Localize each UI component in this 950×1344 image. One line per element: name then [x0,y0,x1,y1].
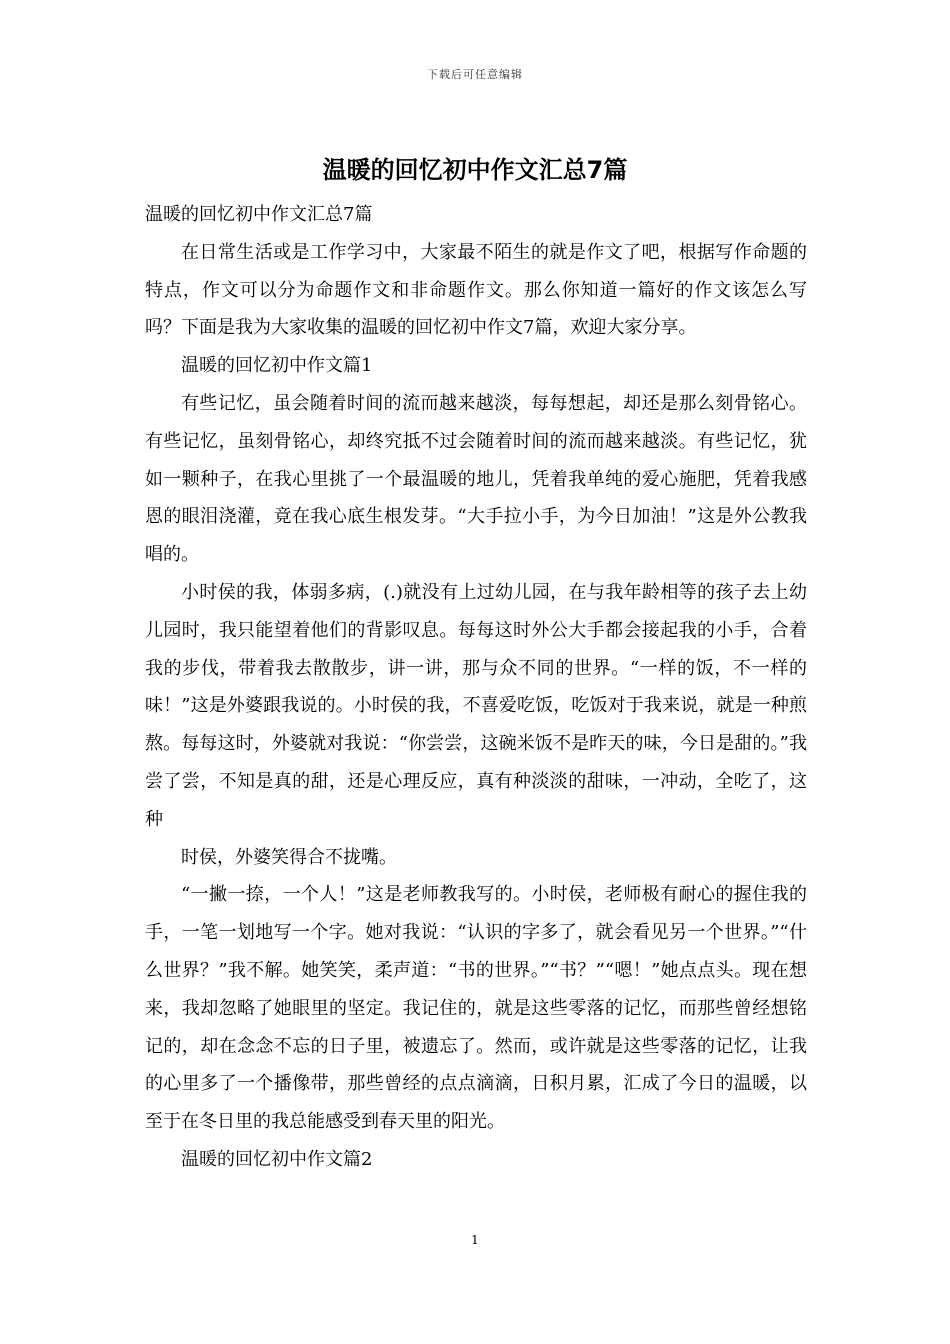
essay1-paragraph-4: “一撇一捺，一个人！”这是老师教我写的。小时侯，老师极有耐心的握住我的手，一笔一划地写一个字。她对我说：“认识的字多了，就会看见另一个世界。”“什么世界？”我不解。她笑笑，柔声道：“书的世界。”“书？”“嗯！”她点点头。现在想来，我却忽略了她眼里的坚定。我记住的，就是这些零落的记忆，而那些曾经想铭记的，却在念念不忘的日子里，被遗忘了。然而，或许就是这些零落的记忆，让我的心里多了一个播像带，那些曾经的点点滴滴，日积月累，汇成了今日的温暖，以至于在冬日里的我总能感受到春天里的阳光。 [145,884,807,1133]
essay1-paragraph-3: 时侯，外婆笑得合不拢嘴。 [181,846,397,868]
page-number: 1 [471,1233,479,1247]
section-heading-2: 温暖的回忆初中作文篇2 [181,1148,373,1170]
header-note: 下载后可任意编辑 [427,68,523,81]
intro-paragraph: 在日常生活或是工作学习中，大家最不陌生的就是作文了吧，根据写作命题的特点，作文可以分为命题作文和非命题作文。那么你知道一篇好的作文该怎么写吗？下面是我为大家收集的温暖的回忆初中作文7篇，欢迎大家分享。 [145,241,807,339]
document-body [145,196,807,1179]
subtitle-line: 温暖的回忆初中作文汇总7篇 [145,204,373,225]
document-title: 温暖的回忆初中作文汇总7篇 [322,156,628,184]
essay1-paragraph-2: 小时侯的我，体弱多病，(.)就没有上过幼儿园，在与我年龄相等的孩子去上幼儿园时，我只能望着他们的背影叹息。每每这时外公大手都会接起我的小手，合着我的步伐，带着我去散散步，讲一讲，那与众不同的世界。“一样的饭，不一样的味！”这是外婆跟我说的。小时侯的我，不喜爱吃饭，吃饭对于我来说，就是一种煎熬。每每这时，外婆就对我说：“你尝尝，这碗米饭不是昨天的味，今日是甜的。”我尝了尝，不知是真的甜，还是心理反应，真有种淡淡的甜味，一冲动，全吃了，这种 [145,581,807,830]
section-heading-1: 温暖的回忆初中作文篇1 [181,355,373,377]
essay1-paragraph-1: 有些记忆，虽会随着时间的流而越来越淡，每每想起，却还是那么刻骨铭心。有些记忆，虽刻骨铭心，却终究抵不过会随着时间的流而越来越淡。有些记忆，犹如一颗种子，在我心里挑了一个最温暖的地儿，凭着我单纯的爱心施肥，凭着我感恩的眼泪浇灌，竟在我心底生根发芽。“大手拉小手，为今日加油！”这是外公教我唱的。 [145,392,807,566]
